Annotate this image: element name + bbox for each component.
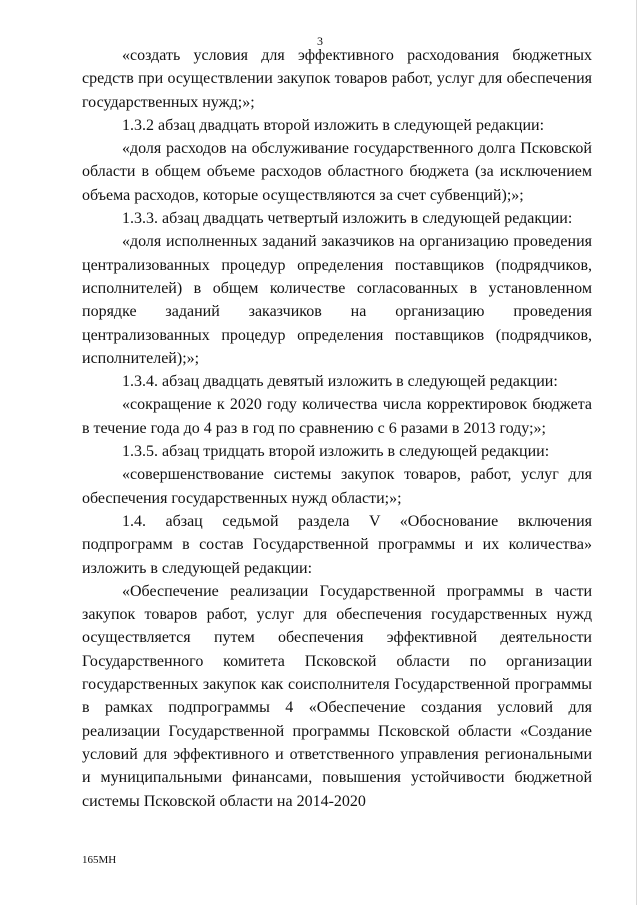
paragraph-item-1-3-4: 1.3.4. абзац двадцать девятый изложить в следующей редакции: — [122, 373, 558, 391]
document-code: 165МН — [82, 854, 117, 866]
paragraph-quote-procurement-tasks: «доля исполненных заданий заказчиков на организацию проведения централизованных процедур определения поставщиков (подрядчиков, исполнителей) в общем количестве согласованных в установленном порядке заданий заказчиков на организацию проведения централизованных процедур определения поставщиков (подрядчиков, исполнителей);»; — [82, 233, 592, 367]
paragraph-quote-procurement-system: «совершенствование системы закупок товаров, работ, услуг для обеспечения государственных нужд области;»; — [82, 466, 592, 507]
paragraph-item-1-4: 1.4. абзац седьмой раздела V «Обоснование включения подпрограмм в состав Государственной программы и их количества» изложить в следующей редакции: — [82, 512, 592, 577]
document-body — [82, 44, 592, 813]
paragraph-item-1-3-5: 1.3.5. абзац тридцать второй изложить в следующей редакции: — [122, 443, 550, 461]
paragraph-quote-conditions: «создать условия для эффективного расходования бюджетных средств при осуществлении закупок товаров работ, услуг для обеспечения государственных нужд;»; — [82, 47, 592, 111]
paragraph-quote-debt-share: «доля расходов на обслуживание государственного долга Псковской области в общем объеме расходов областного бюджета (за исключением объема расходов, которые осуществляются за счет субвенций);»; — [82, 140, 592, 204]
page-number: 3 — [317, 34, 323, 48]
paragraph-item-1-3-3: 1.3.3. абзац двадцать четвертый изложить в следующей редакции: — [122, 210, 573, 228]
page-edge-line — [636, 0, 637, 905]
paragraph-quote-program-implementation: «Обеспечение реализации Государственной программы в части закупок товаров работ, услуг для обеспечения государственных нужд осуществляется путем обеспечения эффективной деятельности Государственного комитета Псковской области по организации государственных закупок как соисполнителя Государственной программы в рамках подпрограммы 4 «Обеспечение создания условий для реализации Государственной программы Псковской области «Создание условий для эффективного и ответственного управления региональными и муниципальными финансами, повышения устойчивости бюджетной системы Псковской области на 2014-2020 — [82, 582, 592, 810]
paragraph-quote-budget-corrections: «сокращение к 2020 году количества числа корректировок бюджета в течение года до 4 раз в год по сравнению с 6 разами в 2013 году;»; — [82, 396, 592, 437]
paragraph-item-1-3-2: 1.3.2 абзац двадцать второй изложить в следующей редакции: — [122, 116, 545, 134]
